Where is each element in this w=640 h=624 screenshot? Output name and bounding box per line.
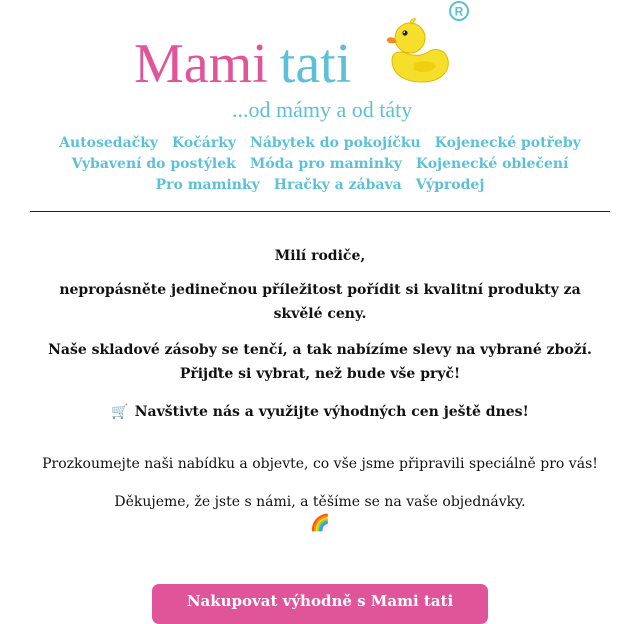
shopping-cart-icon: 🛒 xyxy=(111,404,129,420)
nav-row xyxy=(0,175,640,196)
header-divider xyxy=(30,211,610,212)
nav-link-kocarky[interactable]: Kočárky xyxy=(172,135,237,151)
logo-tagline: ...od mámy a od táty xyxy=(232,97,413,122)
cta-text: Navštivte nás a využijte výhodných cen ještě dnes! xyxy=(134,404,529,420)
stock-line-2: Přijďte si vybrat, než bude vše pryč! xyxy=(179,366,461,382)
explore-paragraph: Prozkoumejte naši nabídku a objevte, co vše jsme připravili speciálně pro vás! xyxy=(42,456,598,472)
nav-link-kojenecke-potreby[interactable]: Kojenecké potřeby xyxy=(434,135,581,151)
nav-link-autosedacky[interactable]: Autosedačky xyxy=(59,135,159,151)
nav-row xyxy=(0,154,640,175)
greeting: Milí rodiče, xyxy=(274,248,366,264)
svg-text:R: R xyxy=(454,4,464,19)
nav-link-kojenecke-obleceni[interactable]: Kojenecké oblečení xyxy=(415,156,569,172)
category-nav xyxy=(0,133,640,196)
logo-word-tati: tati xyxy=(279,33,352,95)
email-body xyxy=(0,244,640,532)
stock-paragraph xyxy=(30,338,610,386)
nav-link-vyprodej[interactable]: Výprodej xyxy=(415,177,485,193)
nav-link-vybaveni-postylek[interactable]: Vybavení do postýlek xyxy=(71,156,236,172)
cta-line xyxy=(0,400,640,424)
nav-link-nabytek[interactable]: Nábytek do pokojíčku xyxy=(250,135,421,151)
registered-trademark-icon xyxy=(448,0,470,22)
intro-paragraph: nepropásněte jedinečnou příležitost pořídit si kvalitní produkty za skvělé ceny. xyxy=(59,282,581,322)
nav-link-hracky[interactable]: Hračky a zábava xyxy=(273,177,402,193)
nav-row xyxy=(0,133,640,154)
nav-link-pro-maminky[interactable]: Pro maminky xyxy=(155,177,260,193)
rubber-duck-icon xyxy=(384,16,454,88)
shop-button[interactable]: Nakupovat výhodně s Mami tati xyxy=(152,584,488,624)
thanks-paragraph: Děkujeme, že jste s námi, a těšíme se na vaše objednávky. xyxy=(114,494,526,510)
rainbow-icon: 🌈 xyxy=(310,513,330,532)
nav-link-moda-pro-maminky[interactable]: Móda pro maminky xyxy=(249,156,402,172)
stock-line-1: Naše skladové zásoby se tenčí, a tak nabízíme slevy na vybrané zboží. xyxy=(48,342,592,358)
brand-logo[interactable] xyxy=(0,0,640,130)
logo-wordmark xyxy=(134,28,351,100)
logo-word-mami: Mami xyxy=(134,33,268,95)
